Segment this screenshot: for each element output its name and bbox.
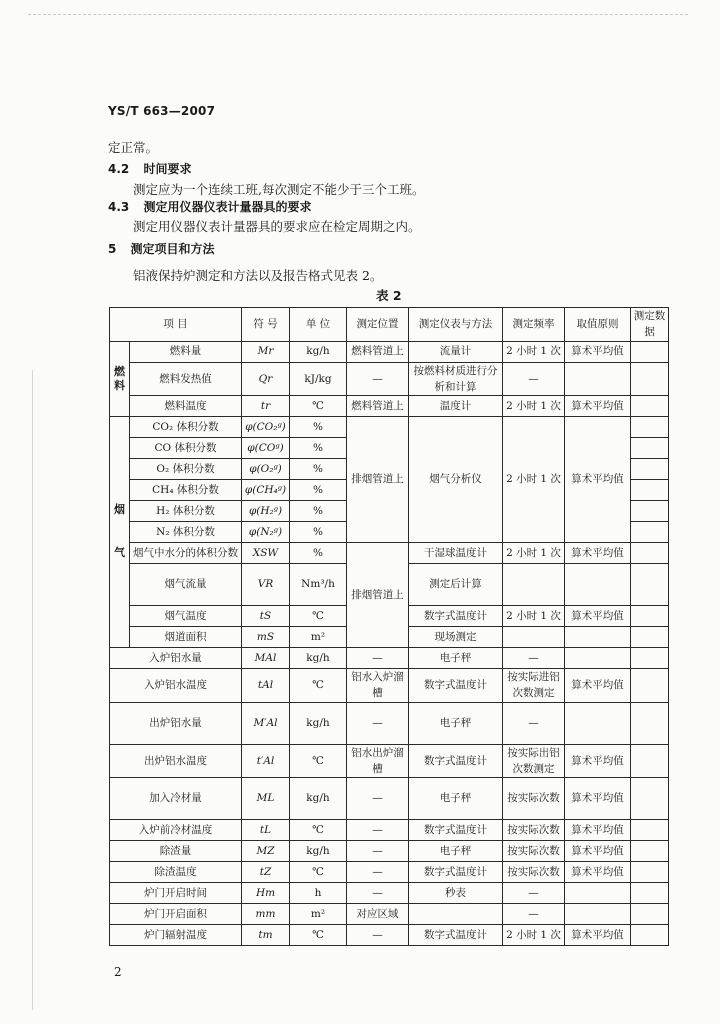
item-method: 烟气分析仪 <box>409 417 503 543</box>
data-cell <box>631 669 669 703</box>
item-rule <box>565 702 631 744</box>
item-method: 数字式温度计 <box>409 744 503 778</box>
data-cell <box>631 438 669 459</box>
item-position: 排烟管道上 <box>347 543 409 648</box>
item-symbol: φ(O₂ᵍ) <box>242 459 290 480</box>
item-frequency <box>503 564 565 606</box>
table-row <box>110 543 669 564</box>
measurement-table <box>109 307 669 946</box>
item-unit: kg/h <box>290 702 347 744</box>
item-symbol: tZ <box>242 862 290 883</box>
item-frequency <box>503 627 565 648</box>
item-rule: 算术平均值 <box>565 396 631 417</box>
item-position: 铝水出炉溜槽 <box>347 744 409 778</box>
item-rule: 算术平均值 <box>565 341 631 362</box>
item-method: 按燃料材质进行分析和计算 <box>409 362 503 396</box>
data-cell <box>631 841 669 862</box>
item-method: 流量计 <box>409 341 503 362</box>
item-name: 燃料温度 <box>130 396 242 417</box>
table-row <box>110 648 669 669</box>
item-name: CO₂ 体积分数 <box>130 417 242 438</box>
section-heading-5 <box>108 240 215 257</box>
table-row <box>110 744 669 778</box>
data-cell <box>631 778 669 820</box>
item-name: CO 体积分数 <box>130 438 242 459</box>
table-row <box>110 308 669 342</box>
header-cell: 项 目 <box>110 308 242 342</box>
item-name: H₂ 体积分数 <box>130 501 242 522</box>
item-unit: m² <box>290 904 347 925</box>
page-number: 2 <box>114 965 122 979</box>
item-position: — <box>347 925 409 946</box>
item-rule <box>565 627 631 648</box>
section-title: 时间要求 <box>143 162 192 176</box>
item-method: 数字式温度计 <box>409 606 503 627</box>
data-cell <box>631 459 669 480</box>
item-frequency: — <box>503 883 565 904</box>
item-frequency: 2 小时 1 次 <box>503 606 565 627</box>
item-name: 炉门开启时间 <box>110 883 242 904</box>
item-frequency: 2 小时 1 次 <box>503 925 565 946</box>
item-symbol: φ(CH₄ᵍ) <box>242 480 290 501</box>
category-flue-gas: 烟 气 <box>110 417 130 648</box>
item-symbol: VR <box>242 564 290 606</box>
item-position: 铝水入炉溜槽 <box>347 669 409 703</box>
data-cell <box>631 648 669 669</box>
item-method: 数字式温度计 <box>409 820 503 841</box>
data-cell <box>631 904 669 925</box>
item-unit: kJ/kg <box>290 362 347 396</box>
item-frequency: 2 小时 1 次 <box>503 341 565 362</box>
standard-code: YS/T 663—2007 <box>108 104 216 118</box>
item-position: — <box>347 820 409 841</box>
item-unit: Nm³/h <box>290 564 347 606</box>
item-unit: ℃ <box>290 862 347 883</box>
item-unit: ℃ <box>290 606 347 627</box>
item-symbol: tr <box>242 396 290 417</box>
item-unit: % <box>290 417 347 438</box>
item-rule: 算术平均值 <box>565 669 631 703</box>
item-unit: ℃ <box>290 744 347 778</box>
header-cell: 单 位 <box>290 308 347 342</box>
item-frequency: 按实际次数 <box>503 862 565 883</box>
data-cell <box>631 341 669 362</box>
table-row <box>110 396 669 417</box>
item-method: 干湿球温度计 <box>409 543 503 564</box>
item-name: 燃料量 <box>130 341 242 362</box>
item-rule: 算术平均值 <box>565 820 631 841</box>
item-symbol: tm <box>242 925 290 946</box>
header-cell: 测定频率 <box>503 308 565 342</box>
data-cell <box>631 522 669 543</box>
section-text-5: 铝液保持炉测定和方法以及报告格式见表 2。 <box>133 268 383 283</box>
item-method: 电子秤 <box>409 648 503 669</box>
item-frequency: — <box>503 648 565 669</box>
item-unit: h <box>290 883 347 904</box>
item-unit: % <box>290 543 347 564</box>
item-method: 数字式温度计 <box>409 862 503 883</box>
data-cell <box>631 564 669 606</box>
item-rule <box>565 564 631 606</box>
item-position: 燃料管道上 <box>347 396 409 417</box>
item-name: 烟气温度 <box>130 606 242 627</box>
item-method: 现场测定 <box>409 627 503 648</box>
item-rule <box>565 904 631 925</box>
item-frequency: 按实际进铝次数测定 <box>503 669 565 703</box>
item-method: 电子秤 <box>409 778 503 820</box>
item-position: 燃料管道上 <box>347 341 409 362</box>
header-cell: 符 号 <box>242 308 290 342</box>
item-name: 除渣温度 <box>110 862 242 883</box>
item-frequency: 2 小时 1 次 <box>503 396 565 417</box>
item-name: 除渣量 <box>110 841 242 862</box>
data-cell <box>631 883 669 904</box>
item-position: — <box>347 841 409 862</box>
item-frequency: 按实际出铝次数测定 <box>503 744 565 778</box>
section-text-4-3: 测定用仪器仪表计量器具的要求应在检定周期之内。 <box>133 219 421 234</box>
data-cell <box>631 501 669 522</box>
body-line: 定正常。 <box>108 140 159 155</box>
item-position: — <box>347 702 409 744</box>
item-position: — <box>347 883 409 904</box>
data-cell <box>631 702 669 744</box>
data-cell <box>631 396 669 417</box>
item-method: 数字式温度计 <box>409 669 503 703</box>
item-rule <box>565 883 631 904</box>
data-cell <box>631 862 669 883</box>
item-rule: 算术平均值 <box>565 925 631 946</box>
item-unit: kg/h <box>290 648 347 669</box>
item-symbol: φ(COᵍ) <box>242 438 290 459</box>
scan-binding-line <box>32 370 33 1010</box>
item-name: 烟气流量 <box>130 564 242 606</box>
section-number: 4.3 <box>108 200 130 214</box>
section-title: 测定用仪器仪表计量器具的要求 <box>143 200 312 214</box>
table-row <box>110 841 669 862</box>
item-frequency: 2 小时 1 次 <box>503 543 565 564</box>
table-row <box>110 669 669 703</box>
item-name: 烟道面积 <box>130 627 242 648</box>
item-symbol: φ(H₂ᵍ) <box>242 501 290 522</box>
data-cell <box>631 543 669 564</box>
item-unit: ℃ <box>290 669 347 703</box>
item-symbol: Hm <box>242 883 290 904</box>
item-name: 烟气中水分的体积分数 <box>130 543 242 564</box>
item-frequency: 按实际次数 <box>503 778 565 820</box>
item-name: 入炉铝水量 <box>110 648 242 669</box>
section-text-4-2: 测定应为一个连续工班,每次测定不能少于三个工班。 <box>133 182 425 197</box>
item-name: 出炉铝水温度 <box>110 744 242 778</box>
item-method: 温度计 <box>409 396 503 417</box>
table-row <box>110 862 669 883</box>
table-row <box>110 702 669 744</box>
item-name: 炉门辐射温度 <box>110 925 242 946</box>
data-cell <box>631 820 669 841</box>
item-rule: 算术平均值 <box>565 862 631 883</box>
category-fuel: 燃 料 <box>110 341 130 417</box>
table-row <box>110 362 669 396</box>
scan-top-edge <box>28 14 688 15</box>
item-unit: ℃ <box>290 925 347 946</box>
item-position: — <box>347 778 409 820</box>
item-symbol: mm <box>242 904 290 925</box>
data-cell <box>631 480 669 501</box>
item-symbol: ML <box>242 778 290 820</box>
item-symbol: MAl <box>242 648 290 669</box>
data-cell <box>631 606 669 627</box>
table-row <box>110 341 669 362</box>
item-unit: kg/h <box>290 341 347 362</box>
table-row <box>110 904 669 925</box>
item-unit: kg/h <box>290 841 347 862</box>
item-frequency: — <box>503 362 565 396</box>
item-unit: % <box>290 438 347 459</box>
item-symbol: tS <box>242 606 290 627</box>
section-heading-4-3 <box>108 198 311 215</box>
header-cell: 测定位置 <box>347 308 409 342</box>
table-row <box>110 417 669 438</box>
item-unit: m² <box>290 627 347 648</box>
item-method: 电子秤 <box>409 841 503 862</box>
item-method: 测定后计算 <box>409 564 503 606</box>
item-unit: % <box>290 459 347 480</box>
section-title: 测定项目和方法 <box>130 242 215 256</box>
item-symbol: M′Al <box>242 702 290 744</box>
item-symbol: Mr <box>242 341 290 362</box>
table-row <box>110 778 669 820</box>
item-name: N₂ 体积分数 <box>130 522 242 543</box>
item-name: O₂ 体积分数 <box>130 459 242 480</box>
item-rule: 算术平均值 <box>565 744 631 778</box>
item-unit: % <box>290 480 347 501</box>
item-position: 排烟管道上 <box>347 417 409 543</box>
item-position: — <box>347 862 409 883</box>
item-name: 入炉前冷材温度 <box>110 820 242 841</box>
item-position: 对应区域 <box>347 904 409 925</box>
section-number: 5 <box>108 242 117 256</box>
item-method: 电子秤 <box>409 702 503 744</box>
item-unit: ℃ <box>290 820 347 841</box>
item-symbol: XSW <box>242 543 290 564</box>
item-frequency: 按实际次数 <box>503 841 565 862</box>
item-method: 数字式温度计 <box>409 925 503 946</box>
item-name: 出炉铝水量 <box>110 702 242 744</box>
table-row <box>110 925 669 946</box>
item-rule: 算术平均值 <box>565 606 631 627</box>
item-symbol: MZ <box>242 841 290 862</box>
item-rule <box>565 648 631 669</box>
item-position: — <box>347 648 409 669</box>
item-symbol: tL <box>242 820 290 841</box>
item-method <box>409 904 503 925</box>
item-method: 秒表 <box>409 883 503 904</box>
section-heading-4-2 <box>108 160 191 177</box>
item-rule: 算术平均值 <box>565 841 631 862</box>
item-rule: 算术平均值 <box>565 778 631 820</box>
table-row <box>110 820 669 841</box>
item-frequency: 按实际次数 <box>503 820 565 841</box>
item-name: 炉门开启面积 <box>110 904 242 925</box>
item-unit: % <box>290 501 347 522</box>
item-frequency: 2 小时 1 次 <box>503 417 565 543</box>
item-rule: 算术平均值 <box>565 417 631 543</box>
item-unit: kg/h <box>290 778 347 820</box>
item-unit: ℃ <box>290 396 347 417</box>
table-title: 表 2 <box>376 288 402 303</box>
item-name: 入炉铝水温度 <box>110 669 242 703</box>
item-unit: % <box>290 522 347 543</box>
item-frequency: — <box>503 904 565 925</box>
item-symbol: t′Al <box>242 744 290 778</box>
item-name: 燃料发热值 <box>130 362 242 396</box>
item-symbol: φ(CO₂ᵍ) <box>242 417 290 438</box>
item-rule <box>565 362 631 396</box>
item-symbol: tAl <box>242 669 290 703</box>
header-cell: 测定仪表与方法 <box>409 308 503 342</box>
data-cell <box>631 925 669 946</box>
section-number: 4.2 <box>108 162 130 176</box>
item-frequency: — <box>503 702 565 744</box>
header-cell: 测定数据 <box>631 308 669 342</box>
item-symbol: Qr <box>242 362 290 396</box>
item-rule: 算术平均值 <box>565 543 631 564</box>
item-symbol: φ(N₂ᵍ) <box>242 522 290 543</box>
item-name: 加入冷材量 <box>110 778 242 820</box>
data-cell <box>631 744 669 778</box>
data-cell <box>631 362 669 396</box>
data-cell <box>631 627 669 648</box>
data-cell <box>631 417 669 438</box>
item-symbol: mS <box>242 627 290 648</box>
table-row <box>110 883 669 904</box>
header-cell: 取值原则 <box>565 308 631 342</box>
item-name: CH₄ 体积分数 <box>130 480 242 501</box>
item-position: — <box>347 362 409 396</box>
